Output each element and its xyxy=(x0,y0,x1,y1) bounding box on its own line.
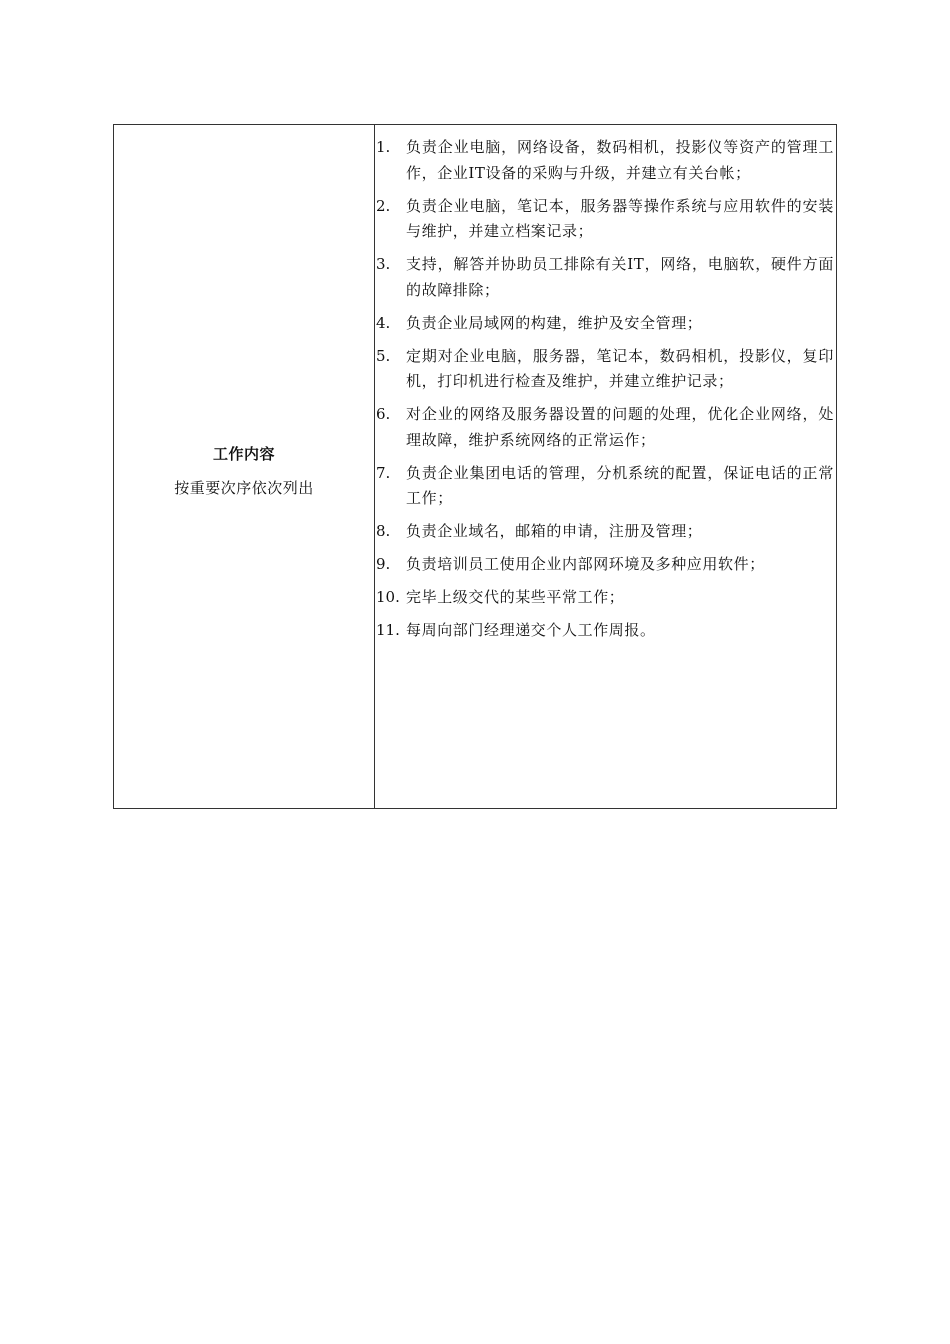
duty-item xyxy=(376,194,834,245)
duty-item xyxy=(376,552,834,578)
duty-item xyxy=(376,135,834,186)
label-cell xyxy=(114,125,375,808)
duty-item xyxy=(376,461,834,512)
duty-text: 定期对企业电脑，服务器，笔记本，数码相机，投影仪，复印机，打印机进行检查及维护，并建立维护记录； xyxy=(406,346,834,390)
duty-item xyxy=(376,344,834,395)
duty-number: 10. xyxy=(376,588,400,606)
duty-text: 负责企业电脑，笔记本，服务器等操作系统与应用软件的安装与维护，并建立档案记录； xyxy=(406,196,834,240)
duty-number: 8. xyxy=(376,522,391,540)
job-duties-table xyxy=(113,124,837,809)
duty-item xyxy=(376,585,834,611)
duty-number: 1. xyxy=(376,138,391,156)
duty-number: 3. xyxy=(376,255,391,273)
duty-item xyxy=(376,311,834,337)
duty-number: 2. xyxy=(376,196,391,215)
duty-text: 支持，解答并协助员工排除有关IT，网络，电脑软，硬件方面的故障排除； xyxy=(406,255,834,299)
duty-text: 完毕上级交代的某些平常工作； xyxy=(406,588,625,606)
duty-number: 5. xyxy=(376,346,391,365)
duty-number: 6. xyxy=(376,405,391,423)
duty-text: 负责企业集团电话的管理，分机系统的配置，保证电话的正常工作； xyxy=(406,463,834,507)
duty-text: 负责培训员工使用企业内部网环境及多种应用软件； xyxy=(406,555,765,573)
duty-item xyxy=(376,252,834,303)
duty-list xyxy=(376,135,834,644)
duty-text: 对企业的网络及服务器设置的问题的处理，优化企业网络，处理故障，维护系统网络的正常运作； xyxy=(406,405,834,449)
duty-number: 11. xyxy=(376,621,400,639)
duty-text: 负责企业电脑，网络设备，数码相机，投影仪等资产的管理工作，企业IT设备的采购与升级，并建立有关台帐； xyxy=(406,138,834,182)
duty-item xyxy=(376,402,834,453)
duty-item xyxy=(376,519,834,545)
duty-number: 4. xyxy=(376,313,391,332)
duties-cell xyxy=(375,125,836,808)
section-subtitle: 按重要次序依次列出 xyxy=(174,479,314,497)
duty-number: 9. xyxy=(376,555,391,573)
duty-text: 负责企业局域网的构建，维护及安全管理； xyxy=(406,313,703,332)
duty-item xyxy=(376,618,834,644)
duty-text: 负责企业域名，邮箱的申请，注册及管理； xyxy=(406,522,703,540)
duty-number: 7. xyxy=(376,463,391,482)
duty-text: 每周向部门经理递交个人工作周报。 xyxy=(406,621,656,639)
section-title: 工作内容 xyxy=(212,445,275,463)
